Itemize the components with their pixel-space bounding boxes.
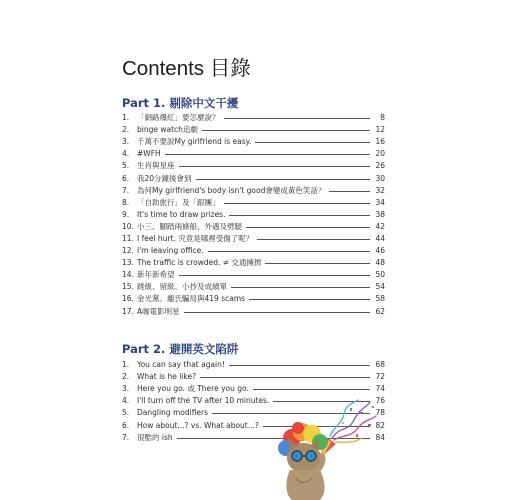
toc-leader-line [165,154,370,155]
part-1-heading: Part 1. 剔除中文干擾 [122,96,239,110]
toc-entry-number: 3. [122,384,130,394]
toc-leader-line [265,263,370,264]
toc-entry-page: 58 [375,294,385,304]
toc-entry[interactable] [122,172,385,184]
toc-entry-number: 17. [122,306,134,316]
toc-entry-page: 54 [375,282,385,292]
toc-entry-page: 46 [375,246,385,256]
toc-entry-title: 我20分鐘後會到 [137,173,192,183]
toc-entry-title: #WFH [137,149,161,159]
toc-leader-line [179,275,371,276]
toc-entry-title: Dangling modifiers [137,408,209,418]
toc-entry[interactable] [122,245,385,257]
toc-leader-line [224,203,371,204]
toc-entry-number: 4. [122,396,130,406]
toc-entry-page: 44 [375,233,385,243]
toc-entry[interactable] [122,136,385,148]
toc-entry[interactable] [122,112,385,124]
toc-entry-title: 金光黨、龐氏騙局與419 scams [137,294,246,304]
toc-entry-title: It's time to draw prizes. [137,209,226,219]
toc-entry-number: 1. [122,113,130,123]
toc-entry-title: 小三、腳踏兩條船、外遇及劈腿 [137,221,242,231]
toc-entry-number: 7. [122,432,130,442]
toc-entry-number: 7. [122,185,130,195]
toc-entry[interactable] [122,233,385,245]
toc-entry-page: 78 [375,408,385,418]
toc-entry-number: 16. [122,294,134,304]
toc-leader-line [196,179,370,180]
toc-entry-page: 32 [375,185,385,195]
toc-leader-line [179,166,371,167]
toc-entry-page: 74 [375,384,385,394]
toc-entry-page: 8 [380,113,385,123]
toc-entry-number: 6. [122,173,130,183]
toc-leader-line [329,191,370,192]
toc-entry-title: You can say that again! [137,360,225,370]
toc-entry[interactable] [122,185,385,197]
toc-entry-title: The traffic is crowded. ≠ 交通擁擠 [137,258,262,268]
toc-entry-page: 62 [375,306,385,316]
toc-entry[interactable] [122,281,385,293]
toc-entry-page: 16 [375,137,385,147]
page-title: Contents 目錄 [122,57,251,80]
toc-entry-page: 30 [375,173,385,183]
toc-entry-number: 14. [122,270,134,280]
toc-leader-line [246,227,370,228]
toc-entry-title: What is he like? [137,372,197,382]
toc-entry-title: binge watch追劇 [137,125,198,135]
toc-entry[interactable] [122,124,385,136]
toc-entry-title: 很酷的 ish [137,432,173,442]
toc-entry[interactable] [122,269,385,281]
toc-leader-line [200,377,370,378]
toc-entry-page: 50 [375,270,385,280]
toc-entry-title: 「自助旅行」及「跟團」 [137,197,220,207]
toc-entry-title: I feel hurt. 究竟是哪裡受傷了呢？ [137,233,254,243]
toc-entry-number: 2. [122,372,130,382]
toc-entry-page: 12 [375,125,385,135]
toc-entry-title: A咖電影明星 [137,306,180,316]
toc-entry-number: 3. [122,137,130,147]
toc-entry-title: 生肖與星座 [137,161,175,171]
party-cat-illustration [270,398,380,500]
toc-entry-number: 5. [122,161,130,171]
toc-entry-title: 為何My girlfriend's body isn't good會變成黃色笑話？ [137,185,326,195]
toc-entry-page: 68 [375,360,385,370]
toc-entry-title: I'm leaving office. [137,246,204,256]
toc-entry-number: 1. [122,360,130,370]
toc-entry[interactable] [122,257,385,269]
toc-entry-title: 新年新希望 [137,270,175,280]
toc-leader-line [224,118,371,119]
toc-entry-title: 跳級、留級、小抄及成績單 [137,282,227,292]
toc-leader-line [249,299,370,300]
toc-leader-line [208,251,370,252]
toc-entry[interactable] [122,209,385,221]
toc-entry-page: 38 [375,209,385,219]
toc-leader-line [253,389,370,390]
toc-entry-page: 42 [375,221,385,231]
toc-entry[interactable] [122,160,385,172]
toc-entry-number: 12. [122,246,134,256]
toc-entry[interactable] [122,197,385,209]
toc-entry[interactable] [122,221,385,233]
toc-entry-page: 26 [375,161,385,171]
toc-entry[interactable] [122,371,385,383]
toc-entry[interactable] [122,148,385,160]
toc-entry[interactable] [122,293,385,305]
toc-entry-number: 8. [122,197,130,207]
part-1-toc [122,112,385,318]
toc-entry-number: 15. [122,282,134,292]
confetti-streamers [330,400,376,442]
confetti-dots [342,406,374,437]
toc-entry-page: 76 [375,396,385,406]
part-2-heading: Part 2. 避開英文陷阱 [122,342,239,356]
toc-leader-line [231,287,370,288]
toc-entry-title: 「網路爆紅」要怎麼說？ [137,113,220,123]
toc-entry-number: 4. [122,149,130,159]
toc-leader-line [255,142,370,143]
toc-entry[interactable] [122,383,385,395]
toc-entry-number: 9. [122,209,130,219]
toc-entry-title: 千萬不要說My girlfriend is easy. [137,137,252,147]
toc-entry[interactable] [122,306,385,318]
toc-entry-page: 20 [375,149,385,159]
toc-entry-number: 10. [122,221,134,231]
toc-entry-title: I'll turn off the TV after 10 minutes. [137,396,270,406]
toc-entry-number: 6. [122,420,130,430]
toc-leader-line [257,239,370,240]
toc-entry-page: 82 [375,420,385,430]
toc-entry-page: 48 [375,258,385,268]
toc-leader-line [229,215,370,216]
toc-leader-line [229,365,370,366]
toc-entry-title: Here you go. 或 There you go. [137,384,249,394]
toc-entry-title: How about...? vs. What about...? [137,420,259,430]
toc-entry-page: 72 [375,372,385,382]
toc-entry-number: 11. [122,233,134,243]
toc-entry-page: 84 [375,432,385,442]
toc-entry-page: 34 [375,197,385,207]
toc-entry-number: 13. [122,258,134,268]
toc-entry-number: 5. [122,408,130,418]
toc-leader-line [184,312,370,313]
toc-entry-number: 2. [122,125,130,135]
toc-leader-line [202,130,370,131]
toc-entry[interactable] [122,359,385,371]
